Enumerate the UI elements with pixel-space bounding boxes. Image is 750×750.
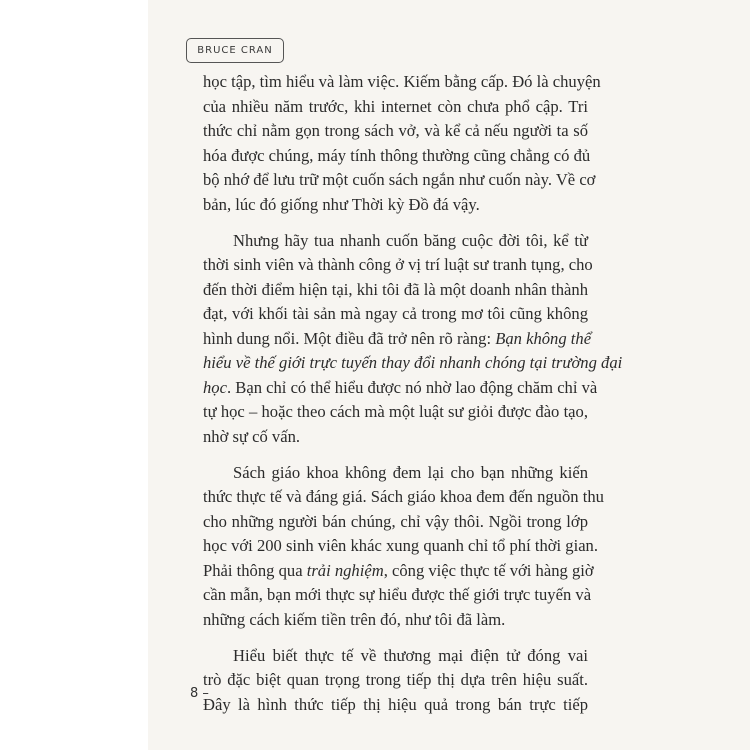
text-line: thức thực tế và đáng giá. Sách giáo khoa đem đến nguồn thu	[203, 487, 604, 506]
text-line: bản, lúc đó giống như Thời kỳ Đồ đá vậy.	[203, 194, 480, 214]
text-line: Sách giáo khoa không đem lại cho bạn những kiến	[233, 462, 588, 482]
text-segment: . Bạn chỉ có thể hiểu được nó nhờ lao động chăm chỉ và	[226, 377, 598, 397]
text-line: đạt, với khối tài sản mà ngay cả trong mơ tôi cũng không	[203, 304, 588, 323]
body-text	[203, 70, 623, 729]
text-line	[203, 327, 592, 352]
text-line	[203, 376, 598, 401]
text-line: Đây là hình thức tiếp thị hiệu quả trong bán trực tiếp	[203, 694, 588, 714]
text-line: trò đặc biệt quan trọng trong tiếp thị dựa trên hiệu suất.	[203, 670, 588, 689]
paragraph-4	[203, 644, 588, 718]
text-line: hóa được chúng, máy tính thông thường cũng chẳng có đủ	[203, 145, 591, 165]
paragraph-2	[203, 229, 623, 450]
text-line: thời sinh viên và thành công ở vị trí luật sư tranh tụng, cho	[203, 255, 593, 274]
text-line: cho những người bán chúng, chỉ vậy thôi. Ngồi trong lớp	[203, 511, 588, 531]
text-line: thức chỉ nằm gọn trong sách vở, và kể cả nếu người ta số	[203, 121, 588, 140]
running-header	[186, 38, 284, 63]
italic-text: trải nghiệm	[306, 560, 384, 580]
text-line: học với 200 sinh viên khác xung quanh chỉ tổ phí thời gian.	[203, 536, 599, 555]
text-line: nhờ sự cố vấn.	[203, 426, 301, 446]
text-segment: Phải thông qua	[203, 560, 307, 580]
text-line: của nhiều năm trước, khi internet còn chưa phổ cập. Tri	[203, 96, 588, 116]
text-line: những cách kiếm tiền trên đó, như tôi đã làm.	[203, 609, 506, 629]
text-segment: , công việc thực tế với hàng giờ	[383, 560, 594, 580]
text-line: học tập, tìm hiểu và làm việc. Kiếm bằng cấp. Đó là chuyện	[203, 72, 601, 91]
text-line	[203, 351, 623, 376]
text-line: Nhưng hãy tua nhanh cuốn băng cuộc đời tôi, kể từ	[233, 230, 588, 250]
text-segment: hình dung nổi. Một điều đã trở nên rõ ràng:	[203, 328, 496, 348]
page-number: 8 –	[190, 686, 209, 701]
text-line: Hiểu biết thực tế về thương mại điện tử đóng vai	[233, 645, 588, 665]
running-title: BRUCE CRAN	[197, 45, 273, 56]
italic-text: Bạn không thể	[495, 328, 592, 348]
text-line	[203, 559, 594, 584]
text-line: bộ nhớ để lưu trữ một cuốn sách ngắn như cuốn này. Về cơ	[203, 170, 596, 189]
text-line: tự học – hoặc theo cách mà một luật sư giỏi được đào tạo,	[203, 402, 588, 421]
paragraph-1	[203, 70, 601, 217]
italic-text: học	[203, 377, 227, 397]
text-line: đến thời điểm hiện tại, khi tôi đã là một doanh nhân thành	[203, 279, 588, 299]
italic-text: hiểu về thế giới trực tuyến thay đổi nhanh chóng tại trường đại	[203, 353, 623, 372]
paragraph-3	[203, 461, 604, 633]
text-line: cần mẫn, bạn mới thực sự hiểu được thế giới trực tuyến và	[203, 585, 592, 604]
